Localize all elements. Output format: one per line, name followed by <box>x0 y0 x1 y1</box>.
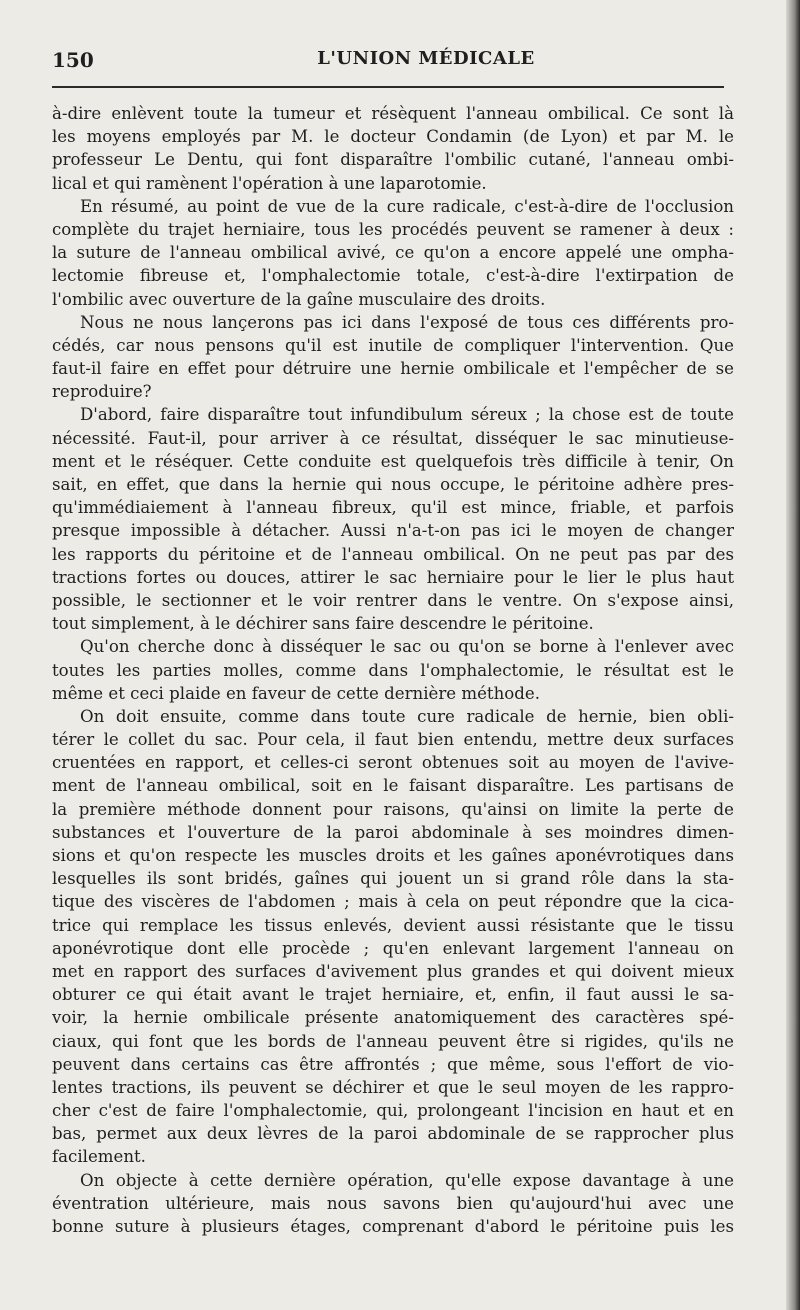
text-line: tique des viscères de l'abdomen ; mais à cela on peut répondre que la cica- <box>52 892 734 912</box>
text-line: la suture de l'anneau ombilical avivé, ce qu'on a encore appelé une ompha- <box>52 243 734 263</box>
text-line: ment de l'anneau ombilical, soit en le faisant disparaître. Les partisans de <box>52 776 734 796</box>
text-line: Qu'on cherche donc à disséquer le sac ou qu'on se borne à l'enlever avec <box>80 637 734 657</box>
text-line: substances et l'ouverture de la paroi abdominale à ses moindres dimen- <box>52 822 734 842</box>
text-line: l'ombilic avec ouverture de la gaîne musculaire des droits. <box>52 289 546 309</box>
text-line: la première méthode donnent pour raisons, qu'ainsi on limite la perte de <box>52 799 734 819</box>
text-line: peuvent dans certains cas être affrontés ; que même, sous l'effort de vio- <box>52 1054 734 1074</box>
text-line: professeur Le Dentu, qui font disparaître l'ombilic cutané, l'anneau ombi- <box>52 150 734 170</box>
text-line: cher c'est de faire l'omphalectomie, qui, prolongeant l'incision en haut et en <box>52 1101 734 1121</box>
text-line: ciaux, qui font que les bords de l'anneau peuvent être si rigides, qu'ils ne <box>52 1031 734 1051</box>
text-line: les moyens employés par M. le docteur Condamin (de Lyon) et par M. le <box>52 127 734 147</box>
page-edge-shadow <box>786 0 800 1310</box>
text-line: reproduire? <box>52 382 152 402</box>
text-line: lentes tractions, ils peuvent se déchirer et que le seul moyen de les rappro- <box>52 1077 734 1097</box>
text-line: lical et qui ramènent l'opération à une laparotomie. <box>52 173 487 193</box>
text-line: les rapports du péritoine et de l'anneau ombilical. On ne peut pas par des <box>52 544 734 564</box>
text-line: bonne suture à plusieurs étages, comprenant d'abord le péritoine puis les <box>52 1217 734 1236</box>
text-line: nécessité. Faut-il, pour arriver à ce résultat, disséquer le sac minutieuse- <box>52 428 734 448</box>
text-line: toutes les parties molles, comme dans l'omphalectomie, le résultat est le <box>52 660 734 680</box>
running-title: L'UNION MÉDICALE <box>317 48 535 69</box>
text-line: tractions fortes ou douces, attirer le sac herniaire pour le lier le plus haut <box>52 567 734 587</box>
text-line: même et ceci plaide en faveur de cette dernière méthode. <box>52 683 540 703</box>
text-line: sait, en effet, que dans la hernie qui nous occupe, le péritoine adhère pres- <box>52 475 734 494</box>
text-line: presque impossible à détacher. Aussi n'a-t-on pas ici le moyen de changer <box>52 521 734 541</box>
text-line: faut-il faire en effet pour détruire une hernie ombilicale et l'empêcher de se <box>52 359 734 379</box>
text-line: Nous ne nous lançerons pas ici dans l'exposé de tous ces différents pro- <box>80 312 734 332</box>
text-line: complète du trajet herniaire, tous les procédés peuvent se ramener à deux : <box>52 219 734 239</box>
text-line: térer le collet du sac. Pour cela, il faut bien entendu, mettre deux surfaces <box>52 730 734 750</box>
text-line: met en rapport des surfaces d'avivement plus grandes et qui doivent mieux <box>52 961 734 981</box>
text-line: possible, le sectionner et le voir rentrer dans le ventre. On s'expose ainsi, <box>52 590 734 610</box>
text-line: tout simplement, à le déchirer sans faire descendre le péritoine. <box>52 614 594 634</box>
body-text <box>52 102 734 1238</box>
page-number: 150 <box>52 48 94 72</box>
text-line: voir, la hernie ombilicale présente anatomiquement des caractères spé- <box>52 1008 734 1028</box>
page-header <box>52 48 760 78</box>
text-line: ment et le réséquer. Cette conduite est quelquefois très difficile à tenir, On <box>52 451 734 471</box>
text-line: éventration ultérieure, mais nous savons bien qu'aujourd'hui avec une <box>52 1193 734 1213</box>
text-line: sions et qu'on respecte les muscles droits et les gaînes aponévrotiques dans <box>52 846 734 865</box>
text-line: à-dire enlèvent toute la tumeur et résèquent l'anneau ombilical. Ce sont là <box>52 104 734 123</box>
text-line: aponévrotique dont elle procède ; qu'en enlevant largement l'anneau on <box>52 938 734 958</box>
text-line: lesquelles ils sont bridés, gaînes qui jouent un si grand rôle dans la sta- <box>52 869 734 889</box>
text-line: trice qui remplace les tissus enlevés, devient aussi résistante que le tissu <box>52 915 734 935</box>
text-line: qu'immédiaiement à l'anneau fibreux, qu'il est mince, friable, et parfois <box>52 498 734 518</box>
text-line: cédés, car nous pensons qu'il est inutile de compliquer l'intervention. Que <box>52 335 734 355</box>
text-line: lectomie fibreuse et, l'omphalectomie totale, c'est-à-dire l'extirpation de <box>52 266 734 286</box>
text-line: On objecte à cette dernière opération, qu'elle expose davantage à une <box>80 1170 734 1190</box>
text-line: D'abord, faire disparaître tout infundibulum séreux ; la chose est de toute <box>80 405 734 425</box>
text-line: On doit ensuite, comme dans toute cure radicale de hernie, bien obli- <box>80 706 734 726</box>
text-line: En résumé, au point de vue de la cure radicale, c'est-à-dire de l'occlusion <box>80 196 734 216</box>
text-line: obturer ce qui était avant le trajet herniaire, et, enfin, il faut aussi le sa- <box>52 985 734 1005</box>
text-line: cruentées en rapport, et celles-ci seront obtenues soit au moyen de l'avive- <box>52 753 734 773</box>
text-line: facilement. <box>52 1147 146 1167</box>
text-line: bas, permet aux deux lèvres de la paroi abdominale de se rapprocher plus <box>52 1124 734 1144</box>
header-rule <box>52 86 724 88</box>
